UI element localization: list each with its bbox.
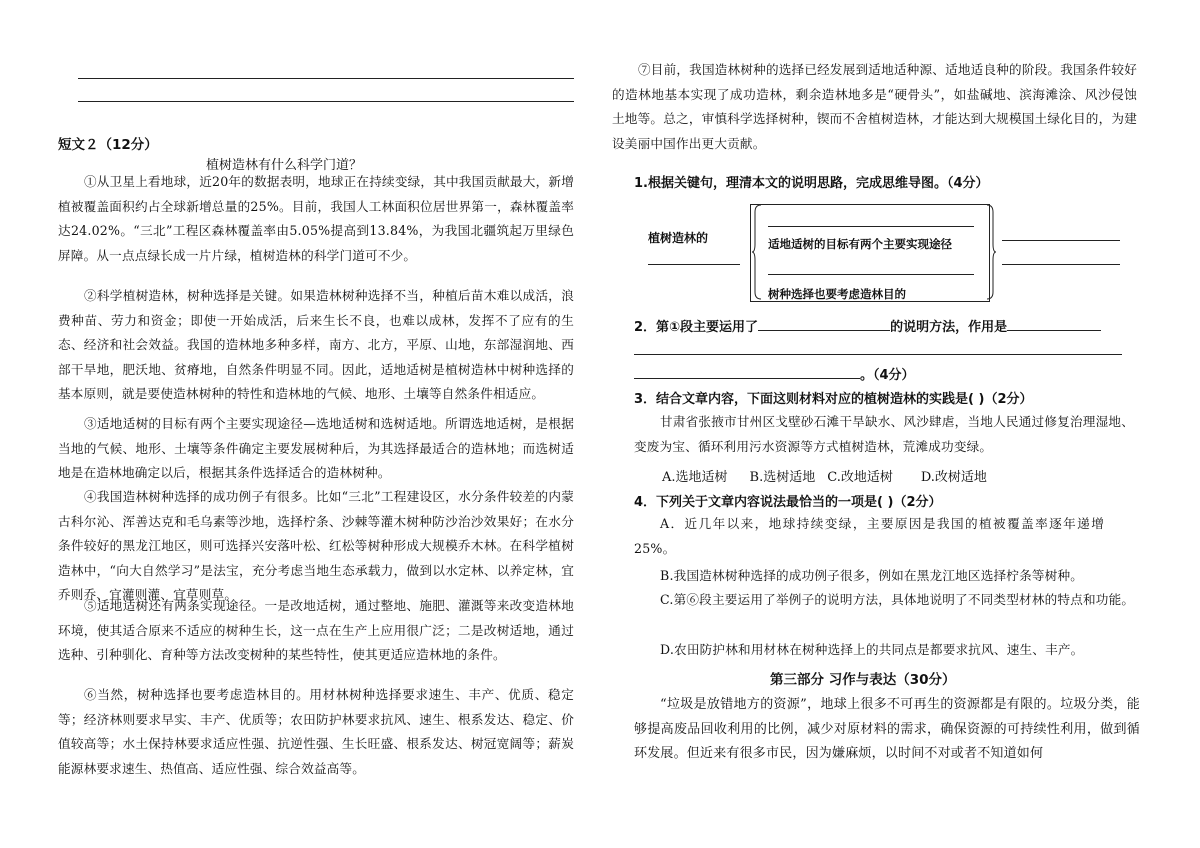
q4-option-a[interactable]: A．近几年以来，地球持续变绿，主要原因是我国的植被覆盖率逐年递增25%。 [634,516,1104,556]
question-3-material: 甘肃省张掖市甘州区戈壁砂石滩干旱缺水、风沙肆虐，当地人民通过修复治理湿地、变废为宝、循环利用污水资源等方式植树造林，荒滩成功变绿。 [634,414,1134,454]
section-title: 短文２（12分） [58,137,158,153]
q3-option-a[interactable]: A.选地适树 [662,470,728,485]
mindmap-blank-2[interactable] [768,274,974,275]
mindmap-blank-3[interactable] [1002,240,1120,241]
question-1: 1.根据关键句，理清本文的说明思路，完成思维导图。（4分） [634,176,989,191]
q2-blank-method[interactable] [758,330,890,331]
question-3: 3．结合文章内容，下面这则材料对应的植树造林的实践是( )（2分） [634,392,1033,407]
question-4: 4．下列关于文章内容说法最恰当的一项是( )（2分） [634,495,942,510]
q4-option-d[interactable]: D.农田防护林和用材林在树种选择上的共同点是都要求抗风、速生、丰产。 [660,642,1084,657]
paragraph-2: ②科学植树造林，树种选择是关键。如果造林树种选择不当，种植后苗木难以成活，浪费种苗、劳力和资金；即使一开始成活，后来生长不良，也难以成林，发挥不了应有的生态、经济和社会效益。我国的造林地多种多样，南方、北方，平原、山地，东部湿润地、西部干旱地，肥沃地、贫瘠地，自然条件明显不同。因此，适地适树是植树造林中树种选择的基本原则，就是要使造林树种的特性和造林地的气候、地形、土壤等自然条件相适应。 [58,288,574,402]
q4-option-b[interactable]: B.我国造林树种选择的成功例子很多，例如在黑龙江地区选择柠条等树种。 [660,568,1084,583]
question-2-end [634,364,915,383]
mindmap-branch-2: 树种选择也要考虑造林目的 [768,287,906,301]
mindmap-root-blank[interactable] [648,264,740,265]
q2-blank-effect[interactable] [1007,330,1101,331]
question-2-part-a: 2．第①段主要运用了 [634,320,759,335]
q2-answer-line[interactable] [634,354,1122,355]
left-brace [752,204,762,300]
part-3-prompt: “垃圾是放错地方的资源”，地球上很多不可再生的资源都是有限的。垃圾分类，能够提高废品回收利用的比例，减少对原材料的需求，确保资源的可持续性利用，做到循环发展。但近来有很多市民，因为嫌麻烦，以时间不对或者不知道如何 [634,697,1140,762]
question-2-score: 。（4分） [860,368,915,383]
mindmap-branch-1: 适地适树的目标有两个主要实现途径 [768,237,952,251]
answer-line [78,78,574,79]
question-3-options [662,466,987,485]
mindmap-blank-1[interactable] [768,226,974,227]
right-brace [986,204,996,300]
article-title: 植树造林有什么科学门道？ [206,158,363,173]
paragraph-3: ③适地适树的目标有两个主要实现途径—选地适树和选树适地。所谓选地适树，是根据当地的气候、地形、土壤等条件确定主要发展树种后，为其选择最适合的造林地；而选树适地是在造林地确定以后，根据其条件选择适合的造林树种。 [58,416,574,481]
mindmap-blank-4[interactable] [1002,264,1120,265]
answer-line [78,101,574,102]
question-2-part-b: 的说明方法，作用是 [890,320,1008,335]
paragraph-5: ⑤适地适树还有两条实现途径。一是改地适树，通过整地、施肥、灌溉等来改变造林地环境，使其适合原来不适应的树种生长，这一点在生产上应用很广泛；二是改树适地，通过选种、引种驯化、育种等方法改变树种的某些特性，使其更适应造林地的条件。 [58,598,574,663]
mindmap-root-label: 植树造林的 [648,231,709,245]
part-3-title: 第三部分 习作与表达（30分） [770,672,956,688]
q3-option-b[interactable]: B.选树适地 [749,470,816,485]
q3-option-d[interactable]: D.改树适地 [920,470,987,485]
question-2 [634,316,1101,335]
paragraph-1: ①从卫星上看地球，近20年的数据表明，地球正在持续变绿，其中我国贡献最大，新增植被覆盖面积约占全球新增总量的25%。目前，我国人工林面积位居世界第一，森林覆盖率达24.02%。“三北”工程区森林覆盖率由5.05%提高到13.84%，为我国北疆筑起万里绿色屏障。从一点点绿长成一片片绿，植树造林的科学门道可不少。 [58,174,574,263]
paragraph-7: ⑦目前，我国造林树种的选择已经发展到适地适种源、适地适良种的阶段。我国条件较好的造林地基本实现了成功造林，剩余造林地多是“硬骨头”，如盐碱地、滨海滩涂、风沙侵蚀土地等。总之，审慎科学选择树种，锲而不舍植树造林，才能达到大规模国土绿化目的，为建设美丽中国作出更大贡献。 [612,62,1137,151]
q2-answer-line-2[interactable] [634,378,860,379]
paragraph-6: ⑥当然，树种选择也要考虑造林目的。用材林树种选择要求速生、丰产、优质、稳定等；经济林则要求早实、丰产、优质等；农田防护林要求抗风、速生、根系发达、稳定、价值较高等；水土保持林要求适应性强、抗逆性强、生长旺盛、根系发达、树冠宽阔等；薪炭能源林要求速生、热值高、适应性强、综合效益高等。 [58,687,574,776]
q3-option-c[interactable]: C.改地适树 [827,470,893,485]
mind-map [612,200,1142,310]
q4-option-c[interactable]: C.第⑥段主要运用了举例子的说明方法，具体地说明了不同类型材林的特点和功能。 [660,592,1135,607]
paragraph-4: ④我国造林树种选择的成功例子有很多。比如“三北”工程建设区，水分条件较差的内蒙古科尔沁、浑善达克和毛乌素等沙地，选择柠条、沙棘等灌木树种防沙治沙效果好；在水分条件较好的黑龙江地区，则可选择兴安落叶松、红松等树种形成大规模乔木林。在科学植树造林中，“向大自然学习”是法宝，充分考虑当地生态承载力，做到以水定林、以养定林，宜乔则乔、宜灌则灌、宜草则草。 [58,489,574,603]
